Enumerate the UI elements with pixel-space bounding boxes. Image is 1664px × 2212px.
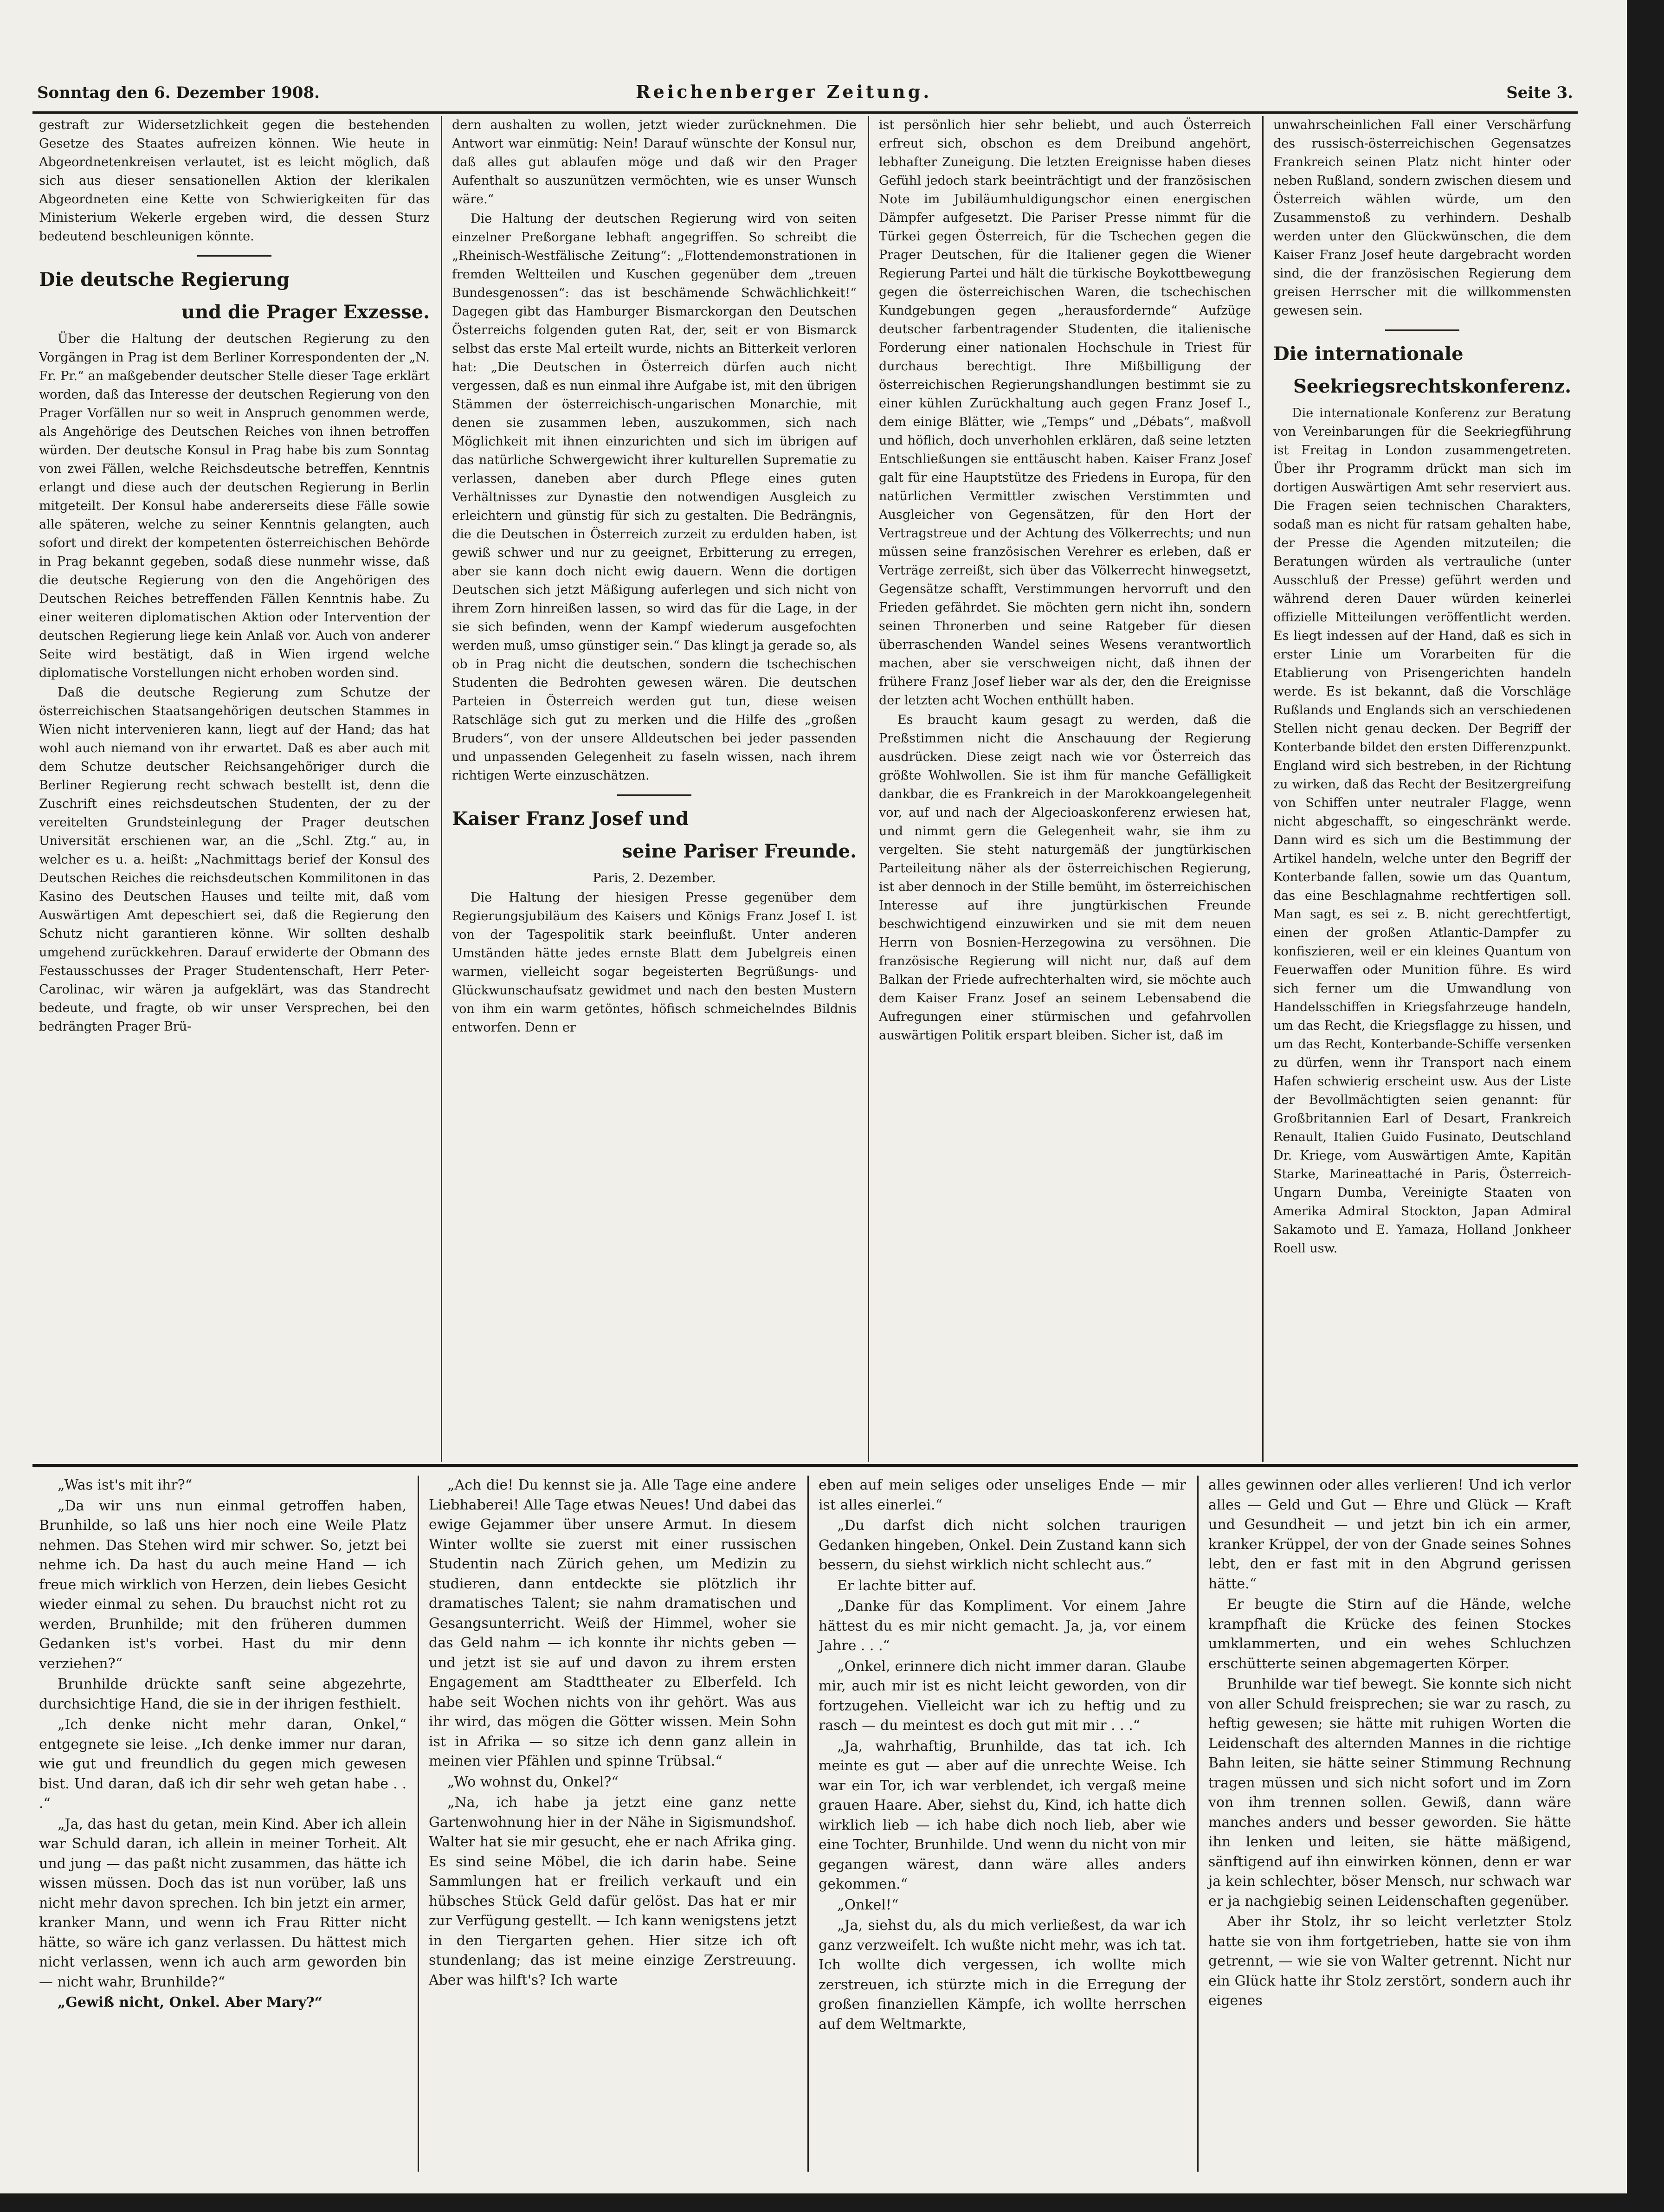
news-column-1 bbox=[32, 116, 436, 1462]
article-paragraph: Daß die deutsche Regierung zum Schutze der österreichischen Staatsangehörigen deutschen Stammes in Wien nicht intervenieren kann, liegt auf der Hand; das hat wohl auch niemand von ihr erwartet. Daß es aber auch mit dem Schutze deutscher Reichsangehöriger durch die Berliner Regierung recht schwach bestellt ist, denn die Zuschrift eines reichsdeutschen Studenten, der zu der vereitelten Grundsteinlegung der Prager deutschen Universität erschienen war, an die „Schl. Ztg.“ au, in welcher es u. a. heißt: „Nachmittags berief der Konsul des Deutschen Reiches die reichsdeutschen Kommilitonen in das Kasino des Deutschen Hauses und teilte mit, daß vom Auswärtigen Amt depeschiert sei, daß die Regierung den Schutz nicht garantieren könne. Wir sollten deshalb umgehend zurückkehren. Darauf erwiderte der Obmann des Festausschusses der Prager Studentenschaft, Herr Peter-Carolinac, wir wären ja aufgeklärt, was das Standrecht bedeute, und fragte, ob wir unser Versprechen, bei den bedrängten Prager Brü- bbox=[39, 685, 430, 1034]
newspaper-page bbox=[32, 70, 1578, 2186]
feuilleton-column-3 bbox=[812, 1476, 1193, 2172]
scan-border-bottom bbox=[0, 2193, 1664, 2212]
column-rule bbox=[868, 116, 869, 1462]
column-rule bbox=[441, 116, 442, 1462]
story-paragraph: „Gewiß nicht, Onkel. Aber Mary?“ bbox=[58, 1994, 322, 2011]
story-paragraph: „Ja, siehst du, als du mich verließest, da war ich ganz verzweifelt. Ich wußte nicht mehr, was ich tat. Ich wollte dich vergessen, ich wollte mich zerstreuen, ich stürzte mich in die Erregung der großen finanziellen Kämpfe, ich wollte herrschen auf dem Weltmarkte, bbox=[819, 1917, 1186, 2032]
continued-article-text: gestraft zur Widersetzlichkeit gegen die bestehenden Gesetze des Staates aufreizen können. Wie heute in Abgeordnetenkreisen verlautet, ist es leicht möglich, daß sich aus dieser sensationellen Aktion der klerikalen Abgeordneten eine Kette von Schwierigkeiten für das Ministerium Wekerle ergeben wird, die dessen Sturz bedeutend beschleunigen könnte. bbox=[39, 118, 430, 244]
headline-kaiser-franz-josef: Kaiser Franz Josef und bbox=[452, 808, 689, 830]
article-paragraph: Die internationale Konferenz zur Beratung von Vereinbarungen für die Seekriegführung ist Freitag in London zusammengetreten. Über ihr Programm drückt man sich im dortigen Auswärtigen Amt sehr reserviert aus. Die Fragen seien technischen Charakters, sodaß man es nicht für ratsam gehalten habe, der Presse die Agenden mitzuteilen; die Beratungen würden als vertrauliche (unter Ausschluß der Presse) geführt werden und während deren Dauer würden keinerlei offizielle Mitteilungen veröffentlicht werden. Es liegt indessen auf der Hand, daß es sich in erster Linie um Vorarbeiten für die Etablierung von Prisengerichten handeln werde. Es ist bekannt, daß die Vorschläge Rußlands und Englands sich an verschiedenen Stellen nicht genau decken. Der Begriff der Konterbande bildet den ersten Differenzpunkt. England wird sich bestreben, in der Richtung zu wirken, daß das Recht der Besitzergreifung von Schiffen unter neutraler Flagge, wenn nicht abgeschafft, so eingeschränkt werde. Dann wird es sich um die Bestimmung der Artikel handeln, welche unter den Begriff der Konterbande fallen, sowie um das Quantum, das eine Beschlagnahme rechtfertigen soll. Man sagt, es sei z. B. nicht gerechtfertigt, einen der großen Atlantic-Dampfer zu konfiszieren, weil er ein kleines Quantum von Feuerwaffen oder Munition führe. Es wird sich ferner um die Umwandlung von Handelsschiffen in Kriegsfahrzeuge handeln, um das Recht, die Kriegsflagge zu hissen, und um das Recht, Konterbande-Schiffe versenken zu dürfen, wenn ihr Transport nach einem Hafen schwierig erscheint usw. Aus der Liste der Bevollmächtigten seien genannt: für Großbritannien Earl of Desart, Frankreich Renault, Italien Guido Fusinato, Deutschland Dr. Kriege, vom Auswärtigen Amte, Kapitän Starke, Marineattaché in Paris, Österreich-Ungarn Dumba, Vereinigte Staaten von Amerika Admiral Stockton, Japan Admiral Sakamoto und E. Yamaza, Holland Jonkheer Roell usw. bbox=[1273, 406, 1571, 1256]
feuilleton-rule bbox=[32, 1464, 1578, 1467]
article-paragraph: Über die Haltung der deutschen Regierung zu den Vorgängen in Prag ist dem Berliner Korrespondenten der „N. Fr. Pr.“ an maßgebender deutscher Stelle dieser Tage erklärt worden, daß das Interesse der deutschen Regierung von den Prager Vorfällen nur so weit in Anspruch genommen werde, als Angehörige des Deutschen Reiches von ihnen betroffen würden. Der deutsche Konsul in Prag habe bis zum Sonntag von zwei Fällen, welche Reichsdeutsche betreffen, Kenntnis erlangt und diese auch der deutschen Regierung in Berlin mitgeteilt. Der Konsul habe andererseits diese Fälle sowie alle späteren, welche zu seiner Kenntnis gelangten, auch sofort und direkt der kompetenten österreichischen Behörde in Prag bekannt gegeben, sodaß diese nunmehr wisse, daß die deutsche Regierung von den die Angehörigen des Deutschen Reiches betreffenden Fällen Kenntnis habe. Zu einer weiteren diplomatischen Aktion oder Intervention der deutschen Regierung liege kein Anlaß vor. Auch von anderer Seite wird bestätigt, daß in Wien irgend welche diplomatische Vorstellungen nicht erhoben worden sind. bbox=[39, 332, 430, 680]
story-paragraph: „Ach die! Du kennst sie ja. Alle Tage eine andere Liebhaberei! Alle Tage etwas Neues! Und dabei das ewige Gejammer über unsere Armut. In diesem Winter wollte sie zuerst mit einer russischen Studentin nach Zürich gehen, um Medizin zu studieren, dann entdeckte sie plötzlich ihr dramatisches Talent; sie nahm dramatischen und Gesangsunterricht. Weiß der Himmel, woher sie das Geld nahm — ich konnte ihr nichts geben — und jetzt ist sie auf und davon zu ihrem ersten Engagement am Stadttheater zu Elberfeld. Ich habe seit Wochen nichts von ihr gehört. Was aus ihr wird, das mögen die Götter wissen. Mein Sohn ist in Afrika — so sitze ich denn ganz allein in meinen vier Pfählen und spinne Trübsal.“ bbox=[429, 1477, 796, 1769]
article-paragraph: ist persönlich hier sehr beliebt, und auch Österreich erfreut sich, obschon es dem Dreibund angehört, lebhafter Zuneigung. Die letzten Ereignisse haben dieses Gefühl jedoch stark beeinträchtigt und der französischen Note im Jubiläumhuldigungschor einen energischen Dämpfer aufgesetzt. Die Pariser Presse nimmt für die Türkei gegen Österreich, für die Tschechen gegen die Prager Deutschen, für die Italiener gegen die Wiener Regierung Partei und hält die türkische Boykottbewegung gegen die österreichischen Waren, die tschechischen Kundgebungen gegen „herausfordernde“ Aufzüge deutscher farbentragender Studenten, die italienische Forderung einer nationalen Hochschule in Triest für durchaus berechtigt. Ihre Mißbilligung der österreichischen Regierungshandlungen bestimmt sie zu einer kühlen Zurückhaltung auch gegen Franz Josef I., dem einige Blätter, wie „Temps“ und „Débats“, maßvoll und höflich, doch unverhohlen erklären, daß seine letzten Entschließungen sie enttäuscht haben. Kaiser Franz Josef galt für eine Hauptstütze des Friedens in Europa, für den natürlichen Vermittler zwischen Verstimmten und Ausgleicher von Gegensätzen, für den Hort der Vertragstreue und der Achtung des Völkerrechts; und nun müssen seine französischen Verehrer es erleben, daß er Verträge zerreißt, sich über das Völkerrecht hinwegsetzt, Gegensätze schafft, Verstimmungen hervorruft und den Frieden gefährdet. Sie möchten gern nicht ihn, sondern seinen Thronerben und seine Ratgeber für diesen überraschenden Wandel seines Wesens verantwortlich machen, aber sie verschweigen nicht, daß ihnen der frühere Franz Josef lieber war als der, den die Ereignisse der letzten acht Wochen enthüllt haben. bbox=[879, 118, 1251, 708]
headline-prague-excesses: und die Prager Exzesse. bbox=[181, 301, 430, 323]
story-paragraph: „Wo wohnst du, Onkel?“ bbox=[447, 1773, 619, 1790]
story-paragraph: Er beugte die Stirn auf die Hände, welche krampfhaft die Krücke des feinen Stockes umklammerten, und ein wehes Schluchzen erschütterte seinen abgemagerten Körper. bbox=[1208, 1596, 1571, 1672]
story-paragraph: Brunhilde war tief bewegt. Sie konnte sich nicht von aller Schuld freisprechen; sie war zu rasch, zu heftig gewesen; sie hätte mit ruhigen Worten die Leidenschaft des alternden Mannes in die richtige Bahn leiten, sie hätte seiner Stimmung Rechnung tragen müssen und sich nicht sofort und im Zorn von ihm trennen sollen. Gewiß, dann wäre manches anders und besser geworden. Sie hätte ihn lenken und leiten, sie hätte mäßigend, sänftigend auf ihn einwirken können, denn er war ja kein schlechter, böser Mensch, nur schwach war er ja nachgiebig seinen Leidenschaften gegenüber. bbox=[1208, 1676, 1571, 1909]
feuilleton-column-1 bbox=[32, 1476, 413, 2172]
news-column-2 bbox=[445, 116, 863, 1462]
story-paragraph: „Da wir uns nun einmal getroffen haben, Brunhilde, so laß uns hier noch eine Weile Platz nehmen. Das Stehen wird mir schwer. So, jetzt bei nehme ich. Da hast du auch meine Hand — ich freue mich wirklich von Herzen, dein liebes Gesicht wieder einmal zu sehen. Du brauchst nicht rot zu werden, Brunhilde; mit den früheren dummen Gedanken ist's vorbei. Hast du mir denn verziehen?“ bbox=[39, 1497, 406, 1672]
article-paragraph: dern aushalten zu wollen, jetzt wieder zurücknehmen. Die Antwort war einmütig: Nein! Darauf wünschte der Konsul nur, daß alles gut ablaufen möge und daß wir den Prager Aufenthalt so auszunützen vermöchten, wie es unser Wunsch wäre.“ bbox=[452, 118, 857, 206]
article-paragraph: Die Haltung der hiesigen Presse gegenüber dem Regierungsjubiläum des Kaisers und Königs Franz Josef I. ist von der Tagespolitik stark beeinflußt. Unter anderen Umständen hätte jedes ernste Blatt dem Jubelgreis einen warmen, vielleicht sogar begeisterten Begrüßungs- und Glückwunschaufsatz gewidmet und nach den besten Mustern von ihm ein warm getöntes, höfisch schmeichelndes Bildnis entworfen. Denn er bbox=[452, 890, 857, 1035]
article-paragraph: unwahrscheinlichen Fall einer Verschärfung des russisch-österreichischen Gegensatzes Frankreich seinen Platz nicht hinter oder neben Rußland, sondern zwischen diesem und Österreich wählen würde, um den Zusammenstoß zu verhindern. Deshalb werden unter den Glückwünschen, die dem Kaiser Franz Josef heute dargebracht worden sind, die der französischen Regierung dem greisen Herrscher mit die willkommensten gewesen sein. bbox=[1273, 118, 1571, 318]
feuilleton-column-4 bbox=[1202, 1476, 1578, 2172]
column-rule bbox=[1262, 116, 1264, 1462]
dateline: Paris, 2. Dezember. bbox=[593, 871, 716, 885]
news-column-3 bbox=[872, 116, 1258, 1462]
headline-paris-friends: seine Pariser Freunde. bbox=[622, 840, 857, 862]
scan-border-right bbox=[1627, 0, 1664, 2212]
column-rule bbox=[807, 1476, 809, 2172]
story-paragraph: „Danke für das Kompliment. Vor einem Jahre hättest du es mir nicht gemacht. Ja, ja, vor einem Jahre . . .“ bbox=[819, 1598, 1186, 1654]
story-paragraph: „Na, ich habe ja jetzt eine ganz nette Gartenwohnung hier in der Nähe in Sigismundshof. Walter hat sie mir gesucht, ehe er nach Afrika ging. Es sind seine Möbel, die ich darin habe. Seine Sammlungen hat er freilich verkauft und ein hübsches Stück Geld dafür gelöst. Das hat er mir zur Verfügung gestellt. — Ich kann wenigstens jetzt in den Tiergarten gehen. Hier sitze ich oft stundenlang; das ist meine einzige Zerstreuung. Aber was hilft's? Ich warte bbox=[429, 1794, 796, 1988]
article-separator bbox=[197, 255, 271, 257]
story-paragraph: Brunhilde drückte sanft seine abgezehrte, durchsichtige Hand, die sie in der ihrigen festhielt. bbox=[39, 1676, 406, 1712]
story-paragraph: Er lachte bitter auf. bbox=[837, 1577, 977, 1594]
article-paragraph: Es braucht kaum gesagt zu werden, daß die Preßstimmen nicht die Anschauung der Regierung ausdrücken. Diese zeigt nach wie vor Österreich das größte Wohlwollen. Sie ist ihm für manche Gefälligkeit dankbar, die es Frankreich in der Marokkoangelegenheit vor, auf und nach der Algecioaskonferenz erwiesen hat, und nimmt gern die Gelegenheit wahr, sie ihm zu vergelten. Sie steht naturgemäß der jungtürkischen Parteileitung näher als der österreichischen Regierung, ist aber dennoch in der Stille bemüht, im österreichischen Interesse auf ihre jungtürkischen Freunde beschwichtigend einzuwirken und sie mit dem neuen Herrn von Bosnien-Herzegowina zu versöhnen. Die französische Regierung will nicht nur, daß auf dem Balkan der Friede aufrechterhalten wird, sie möchte auch dem Kaiser Franz Josef an seinem Lebensabend die Aufregungen einer stürmischen und gefahrvollen auswärtigen Politik erspart bleiben. Sicher ist, daß im bbox=[879, 713, 1251, 1043]
headline-german-government: Die deutsche Regierung bbox=[39, 269, 290, 290]
story-paragraph: „Onkel, erinnere dich nicht immer daran. Glaube mir, auch mir ist es nicht leicht geworden, von dir fortzugehen. Vielleicht war ich zu heftig und zu rasch — du meintest es doch gut mit mir . . .“ bbox=[819, 1658, 1186, 1734]
article-separator bbox=[1385, 329, 1459, 331]
article-separator bbox=[617, 794, 691, 796]
column-rule bbox=[1197, 1476, 1199, 2172]
news-section bbox=[32, 116, 1578, 1462]
feuilleton-section bbox=[32, 1476, 1578, 2172]
story-paragraph: „Was ist's mit ihr?“ bbox=[58, 1477, 193, 1493]
story-paragraph: „Onkel!“ bbox=[837, 1896, 899, 1913]
article-paragraph: Die Haltung der deutschen Regierung wird von seiten einzelner Preßorgane lebhaft angegriffen. So schreibt die „Rheinisch-Westfälische Zeitung“: „Flottendemonstrationen in fremden Weltteilen und Kuschen gegenüber dem „treuen Bundesgenossen“: das ist beschämende Schwächlichkeit!“ Dagegen gibt das Hamburger Bismarckorgan den Deutschen Österreichs folgenden guten Rat, der, seit er von Bismarck selbst das erste Mal erteilt wurde, nichts an Bitterkeit verloren hat: „Die Deutschen in Österreich dürfen auch nicht vergessen, daß es nun einmal ihre Aufgabe ist, mit den übrigen Stämmen der österreichisch-ungarischen Monarchie, mit denen sie zusammen leben, auszukommen, sich nach Möglichkeit mit ihnen einzurichten und sich im übrigen auf das natürliche Schwergewicht ihrer kulturellen Suprematie zu verlassen, daneben aber durch Pflege eines guten Verhältnisses zur Dynastie den notwendigen Ausgleich zu erleichtern und günstig für sich zu gestalten. Die Bedrängnis, die die Deutschen in Österreich zurzeit zu erdulden haben, ist gewiß schwer und nur zu geeignet, Erbitterung zu erregen, aber sie kann doch nicht ewig dauern. Wenn die dortigen Deutschen sich jetzt Mäßigung auferlegen und sich nicht von ihrem Zorn hinreißen lassen, so wird das für die Lage, in der sie sich befinden, wenn der Kampf wiederum ausgefochten werden muß, umso günstiger sein.“ Das klingt ja gerade so, als ob in Prag nicht die deutschen, sondern die tschechischen Studenten die Bedrohten gewesen wären. Die deutschen Parteien in Österreich werden gut tun, diese weisen Ratschläge sich gut zu merken und die Hilfe des „großen Bruders“, von der unsere Alldeutschen bei jeder passenden und unpassenden Gelegenheit zu faseln wissen, nach ihrem richtigen Werte einzuschätzen. bbox=[452, 212, 857, 783]
page-number: Seite 3. bbox=[1506, 84, 1573, 102]
page-header bbox=[32, 79, 1578, 107]
story-paragraph: eben auf mein seliges oder unseliges Ende — mir ist alles einerlei.“ bbox=[819, 1477, 1186, 1513]
news-column-4 bbox=[1267, 116, 1578, 1462]
story-paragraph: Aber ihr Stolz, ihr so leicht verletzter Stolz hatte sie von ihm fortgetrieben, hatte sie von ihm getrennt, — wie sie von Walter getrennt. Nicht nur ein Glück hatte ihr Stolz zerstört, sondern auch ihr eigenes bbox=[1208, 1914, 1571, 2009]
feuilleton-column-2 bbox=[422, 1476, 803, 2172]
story-paragraph: alles gewinnen oder alles verlieren! Und ich verlor alles — Geld und Gut — Ehre und Glück — Kraft und Gesundheit — und jetzt bin ich ein armer, kranker Krüppel, der von der Gnade seines Sohnes lebt, den er fast mit in den Abgrund gerissen hätte.“ bbox=[1208, 1477, 1571, 1592]
headline-naval-law-conference: Seekriegsrechtskonferenz. bbox=[1293, 375, 1571, 397]
story-paragraph: „Ja, wahrhaftig, Brunhilde, das tat ich. Ich meinte es gut — aber auf die unrechte Weise. Ich war ein Tor, ich war verblendet, ich vergaß meine grauen Haare. Aber, siehst du, Kind, ich hatte dich wirklich lieb — ich habe dich noch lieb, aber wie eine Tochter, Brunhilde. Und wenn du nicht von mir gegangen wärest, dann wäre alles anders gekommen.“ bbox=[819, 1738, 1186, 1892]
column-rule bbox=[418, 1476, 419, 2172]
story-paragraph: „Ich denke nicht mehr daran, Onkel,“ entgegnete sie leise. „Ich denke immer nur daran, wie gut und freundlich du gegen mich gewesen bist. Und daran, daß ich dir sehr weh getan habe . . .“ bbox=[39, 1716, 406, 1812]
masthead-title: Reichenberger Zeitung. bbox=[636, 81, 932, 102]
story-paragraph: „Ja, das hast du getan, mein Kind. Aber ich allein war Schuld daran, ich allein in meiner Torheit. Alt und jung — das paßt nicht zusammen, das hätte ich wissen müssen. Doch das ist nun vorüber, laß uns nicht mehr davon sprechen. Ich bin jetzt ein armer, kranker Mann, und wenn ich Frau Ritter nicht hätte, so wäre ich ganz verlassen. Du hättest mich nicht verlassen, wenn ich auch arm geworden bin — nicht wahr, Brunhilde?“ bbox=[39, 1816, 406, 1990]
headline-international: Die internationale bbox=[1273, 343, 1464, 365]
story-paragraph: „Du darfst dich nicht solchen traurigen Gedanken hingeben, Onkel. Dein Zustand kann sich bessern, du siehst wirklich nicht schlecht aus.“ bbox=[819, 1517, 1186, 1573]
header-rule bbox=[32, 111, 1578, 114]
issue-date: Sonntag den 6. Dezember 1908. bbox=[37, 84, 320, 102]
